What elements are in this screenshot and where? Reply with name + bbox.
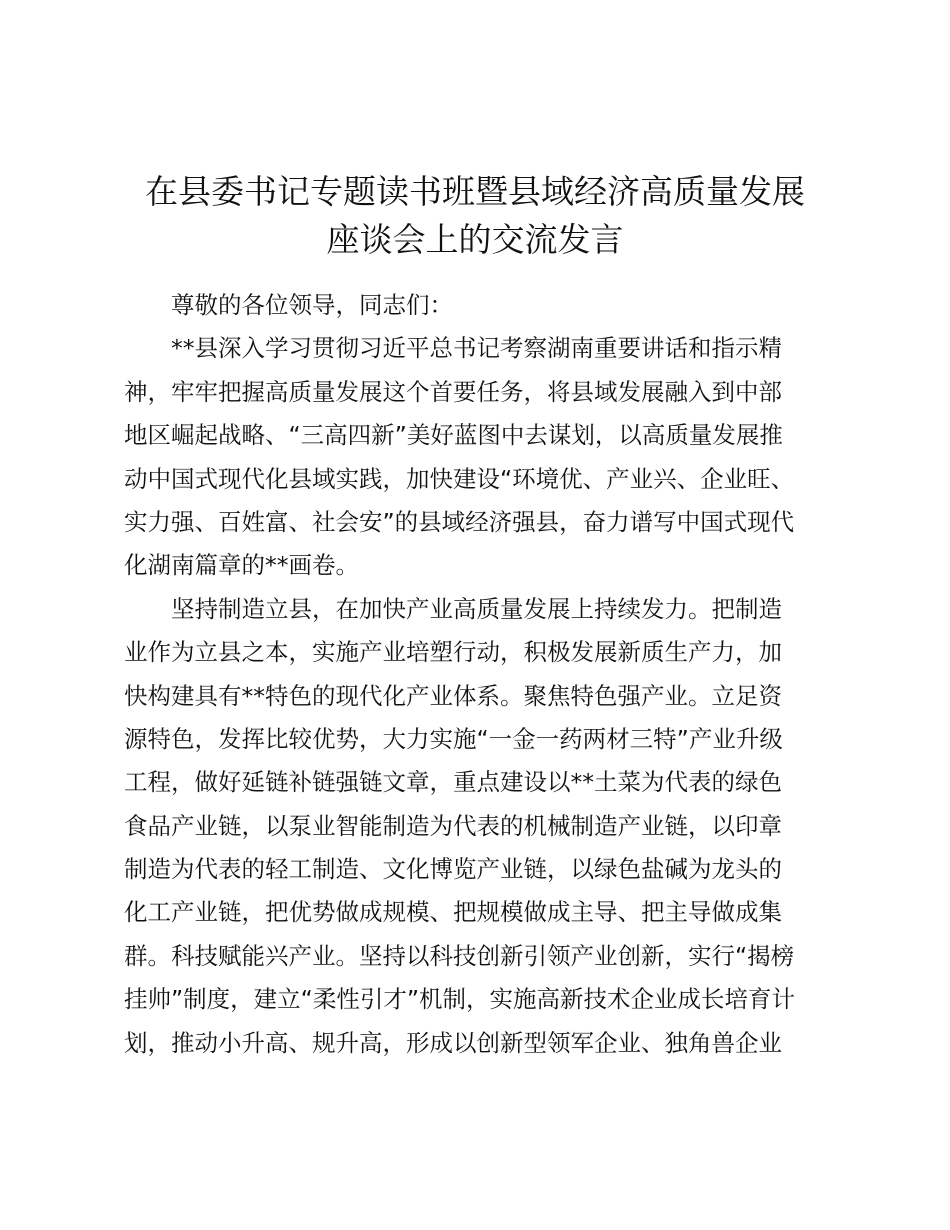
document-body xyxy=(124,284,829,1065)
paragraph-line: 挂帅”制度，建立“柔性引才”机制，实施高新技术企业成长培育计 xyxy=(124,985,796,1014)
paragraph-line: 制造为代表的轻工制造、文化博览产业链，以绿色盐碱为龙头的 xyxy=(124,855,782,884)
paragraph-line: 坚持制造立县，在加快产业高质量发展上持续发力。把制造 xyxy=(171,594,782,623)
title-line-2: 座谈会上的交流发言 xyxy=(326,220,624,259)
paragraph-line: 工程，做好延链补链强链文章，重点建设以**土菜为代表的绿色 xyxy=(124,768,782,797)
paragraph-line: 源特色，发挥比较优势，大力实施“一金一药两材三特”产业升级 xyxy=(124,724,783,753)
paragraph-line: 神，牢牢把握高质量发展这个首要任务，将县域发展融入到中部 xyxy=(124,377,782,406)
salutation xyxy=(124,284,829,327)
salutation-text: 尊敬的各位领导，同志们： xyxy=(171,291,453,319)
paragraph-line: 动中国式现代化县域实践，加快建设“环境优、产业兴、企业旺、 xyxy=(124,464,795,493)
paragraph-line: 实力强、百姓富、社会安”的县域经济强县，奋力谱写中国式现代 xyxy=(124,507,795,536)
paragraph-line: 化工产业链，把优势做成规模、把规模做成主导、把主导做成集 xyxy=(124,898,782,927)
paragraph-line: 化湖南篇章的**画卷。 xyxy=(124,551,359,580)
paragraph-line: 地区崛起战略、“三高四新”美好蓝图中去谋划，以高质量发展推 xyxy=(124,421,783,450)
title-line-1: 在县委书记专题读书班暨县域经济高质量发展 xyxy=(145,172,805,211)
paragraph-line: 划，推动小升高、规升高，形成以创新型领军企业、独角兽企业 xyxy=(124,1028,782,1057)
paragraph-line: 群。科技赋能兴产业。坚持以科技创新引领产业创新，实行“揭榜 xyxy=(124,941,795,970)
paragraph-manufacturing xyxy=(124,588,829,1065)
paragraph-line: 快构建具有**特色的现代化产业体系。聚焦特色强产业。立足资 xyxy=(124,681,782,710)
document-title xyxy=(110,168,840,264)
paragraph-line: 食品产业链，以泵业智能制造为代表的机械制造产业链，以印章 xyxy=(124,811,782,840)
paragraph-intro xyxy=(124,327,829,587)
paragraph-line: 业作为立县之本，实施产业培塑行动，积极发展新质生产力，加 xyxy=(124,638,782,667)
paragraph-line: **县深入学习贯彻习近平总书记考察湖南重要讲话和指示精 xyxy=(171,334,782,363)
